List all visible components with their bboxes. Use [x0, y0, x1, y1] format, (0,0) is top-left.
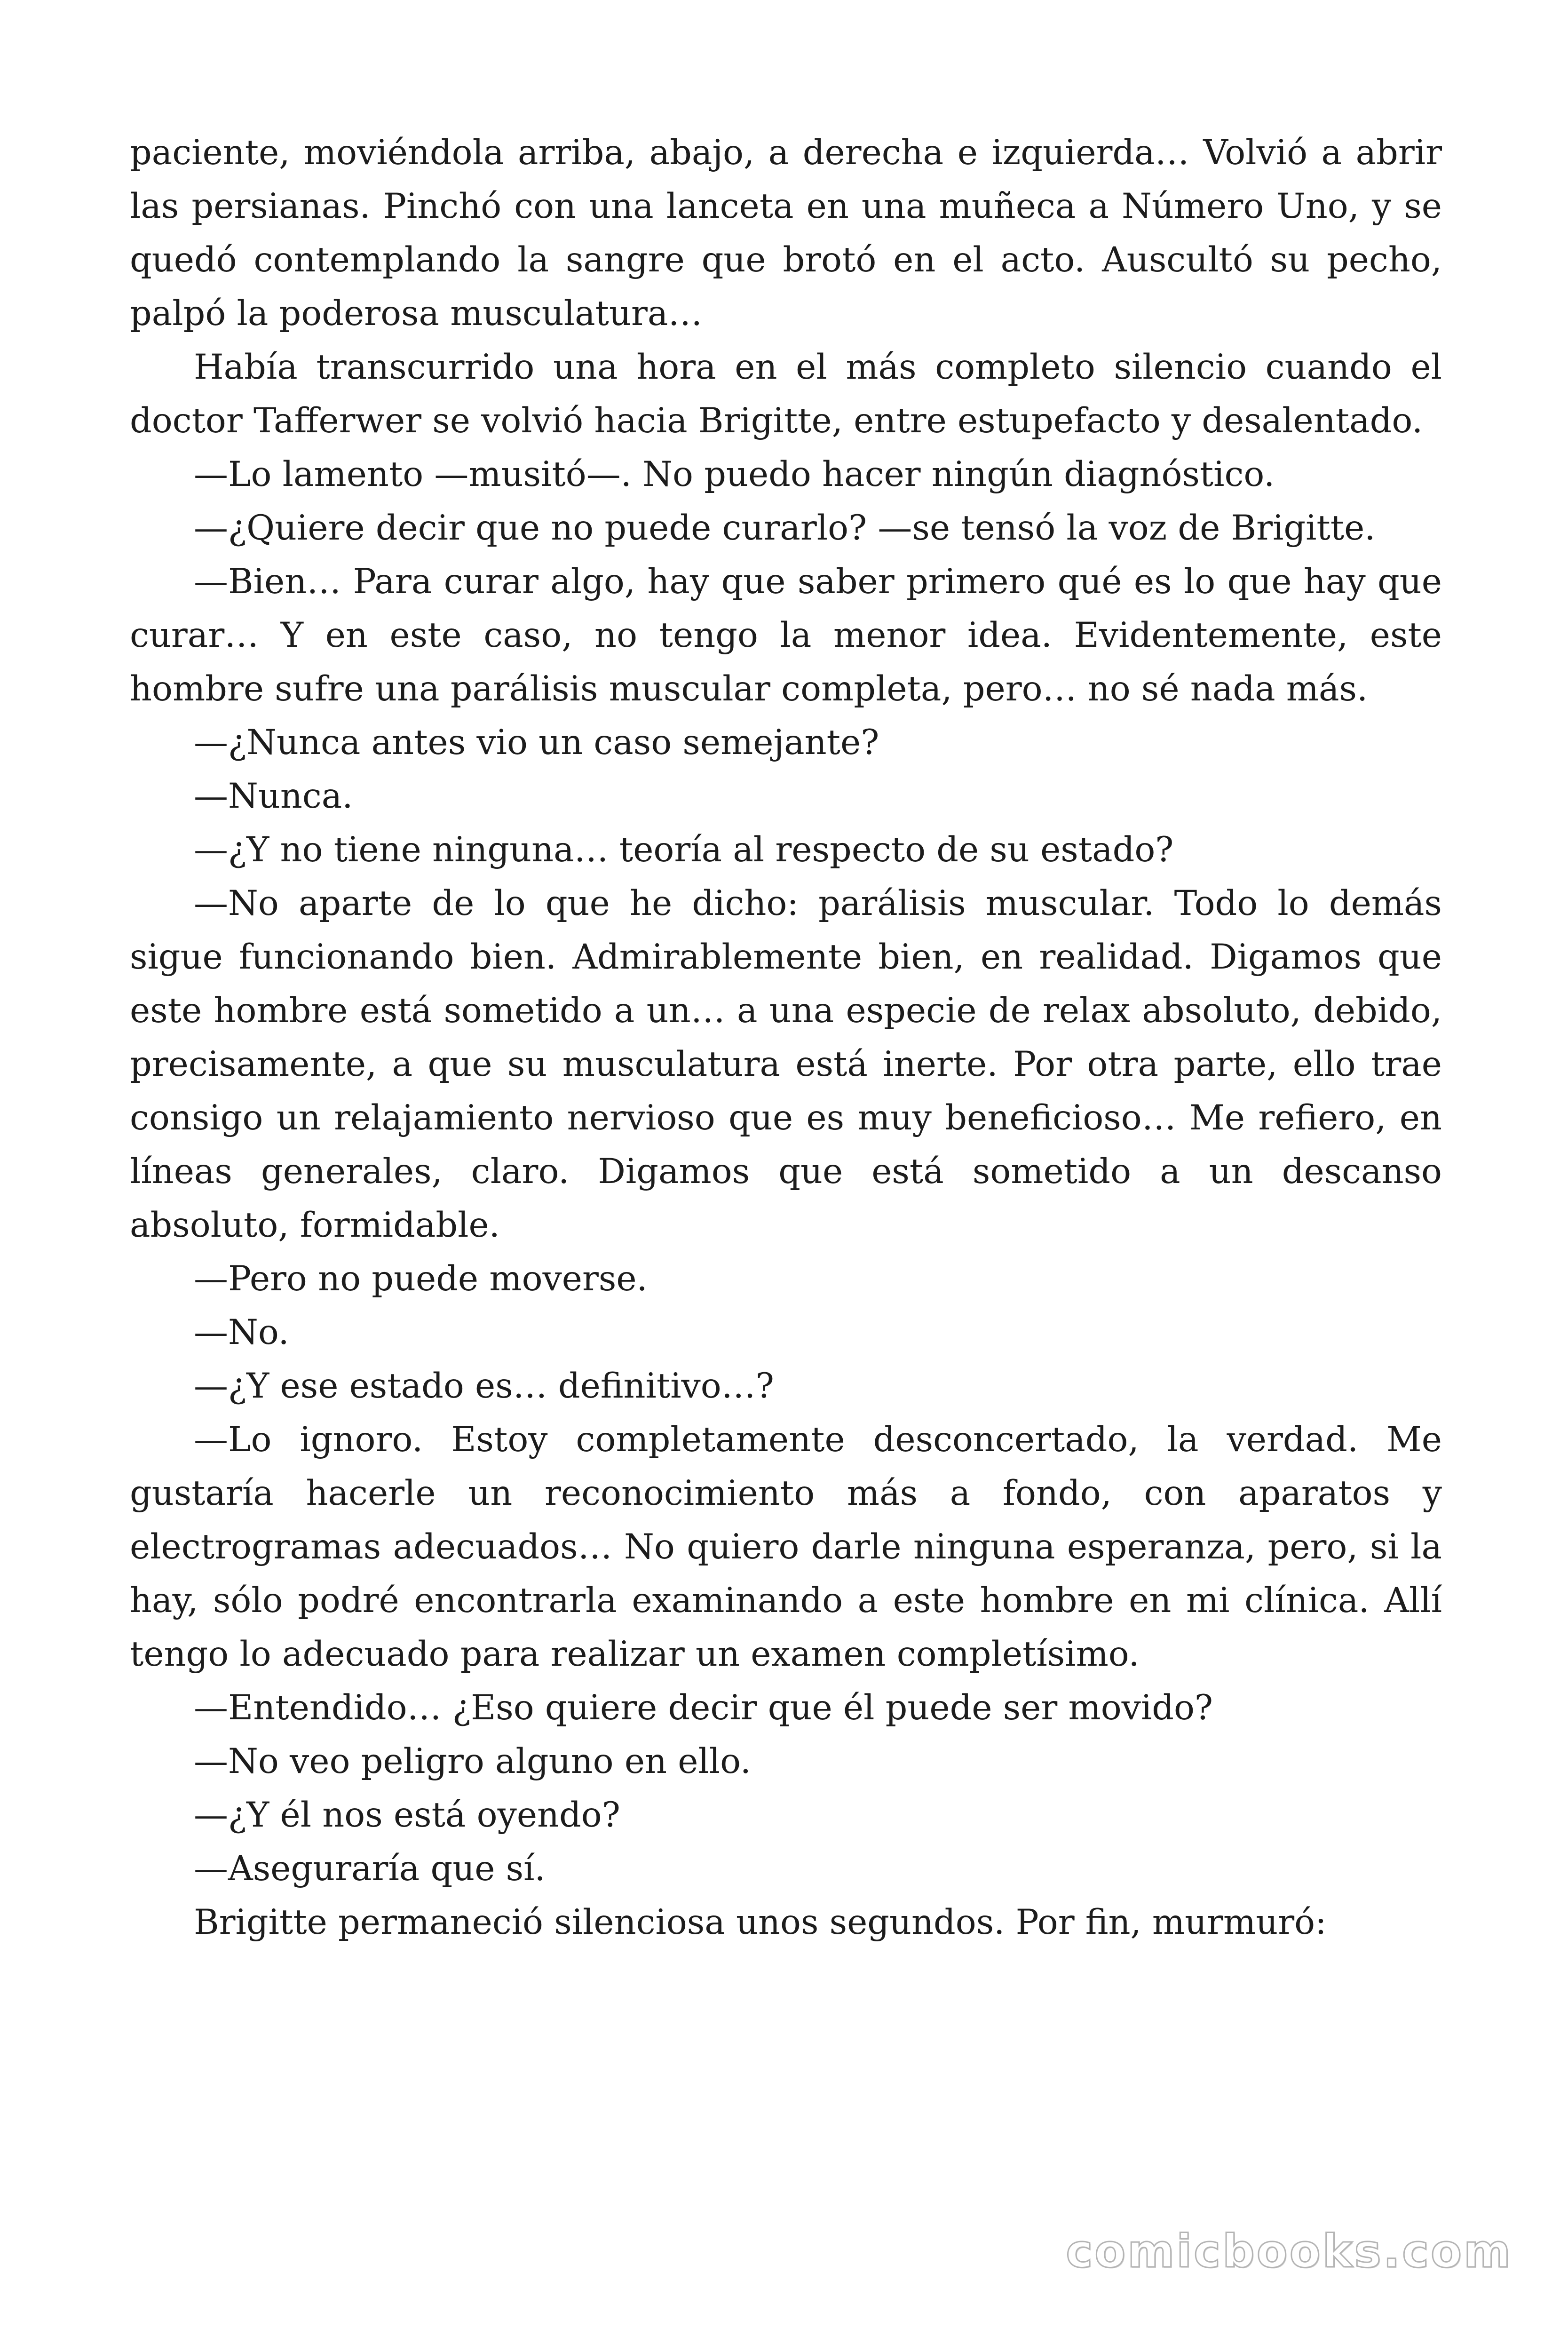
paragraph-3: —Lo lamento —musitó—. No puedo hacer ningún diagnóstico.	[194, 454, 1275, 494]
paragraph-18: Brigitte permaneció silenciosa unos segundos. Por fin, murmuró:	[194, 1902, 1327, 1942]
paragraph-11: —No.	[194, 1312, 289, 1352]
paragraph-12: —¿Y ese estado es… definitivo…?	[194, 1366, 774, 1406]
paragraph-8: —¿Y no tiene ninguna… teoría al respecto de su estado?	[194, 830, 1174, 870]
paragraph-7: —Nunca.	[194, 776, 353, 816]
paragraph-16: —¿Y él nos está oyendo?	[194, 1795, 620, 1835]
watermark-logo: comicbooks.com	[1066, 2225, 1513, 2278]
paragraph-10: —Pero no puede moverse.	[194, 1259, 648, 1299]
paragraph-15: —No veo peligro alguno en ello.	[194, 1741, 752, 1781]
paragraph-14: —Entendido… ¿Eso quiere decir que él puede ser movido?	[194, 1688, 1213, 1728]
paragraph-9: —No aparte de lo que he dicho: parálisis muscular. Todo lo demás sigue funcionando bien. Admirablemente bien, en realidad. Digamos que este hombre está sometido a un… a una especie de relax absoluto, debido, precisamente, a que su musculatura está inerte. Por otra parte, ello trae consigo un relajamiento nervioso que es muy beneficioso… Me refiero, en líneas generales, claro. Digamos que está sometido a un descanso absoluto, formidable.	[130, 883, 1442, 1245]
paragraph-5: —Bien… Para curar algo, hay que saber primero qué es lo que hay que curar… Y en este caso, no tengo la menor idea. Evidentemente, este hombre sufre una parálisis muscular completa, pero… no sé nada más.	[130, 562, 1442, 709]
paragraph-13: —Lo ignoro. Estoy completamente desconcertado, la verdad. Me gustaría hacerle un reconocimiento más a fondo, con aparatos y electrogramas adecuados… No quiero darle ninguna esperanza, pero, si la hay, sólo podré encontrarla examinando a este hombre en mi clínica. Allí tengo lo adecuado para realizar un examen completísimo.	[130, 1420, 1442, 1674]
paragraph-17: —Aseguraría que sí.	[194, 1849, 546, 1889]
paragraph-1: paciente, moviéndola arriba, abajo, a derecha e izquierda… Volvió a abrir las persianas. Pinchó con una lanceta en una muñeca a Número Uno, y se quedó contemplando la sangre que brotó en el acto. Auscultó su pecho, palpó la poderosa musculatura…	[130, 133, 1442, 334]
paragraph-4: —¿Quiere decir que no puede curarlo? —se tensó la voz de Brigitte.	[194, 508, 1376, 548]
paragraph-2: Había transcurrido una hora en el más completo silencio cuando el doctor Tafferwer se volvió hacia Brigitte, entre estupefacto y desalentado.	[130, 347, 1442, 441]
paragraph-6: —¿Nunca antes vio un caso semejante?	[194, 723, 879, 763]
body-text	[130, 126, 1442, 1949]
